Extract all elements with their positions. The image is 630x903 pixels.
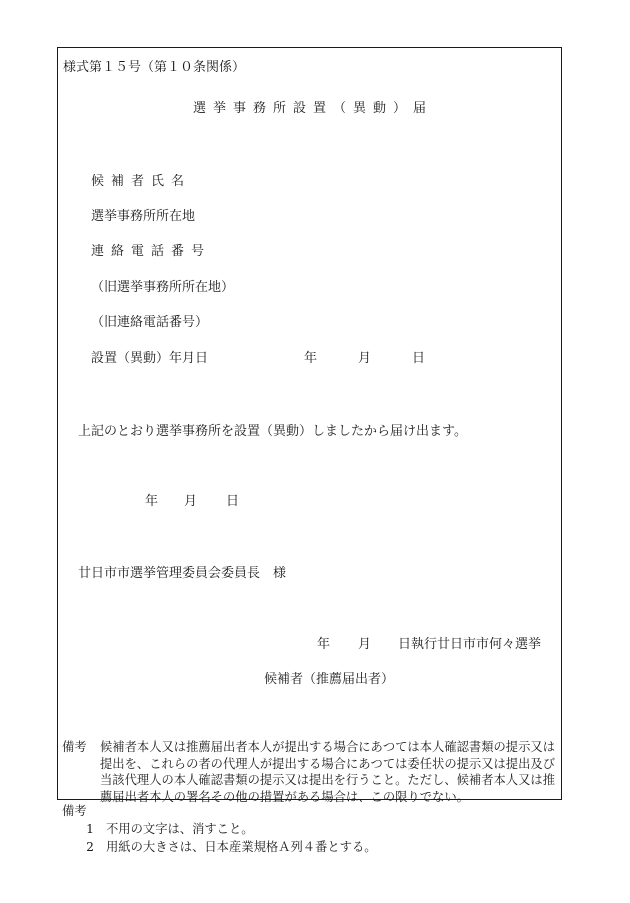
submit-month: 月: [184, 494, 198, 509]
phone-label: 連絡電話番号: [91, 244, 212, 259]
candidate-name-label: 候補者氏名: [91, 174, 192, 189]
form-title: 選挙事務所設置（異動）届: [193, 101, 434, 116]
addressee: 廿日市市選挙管理委員会委員長 様: [78, 566, 287, 581]
remarks-text: 候補者本人又は推薦届出者本人が提出する場合にあつては本人確認書類の提示又は提出を、これらの者の代理人が提出する場合にあつては委任状の提示又は提出及び当該代理人の本人確認書類の提示又は提出を行うこと。ただし、候補者本人又は推薦届出者本人の署名その他の措置がある場合は、この限りでない。: [100, 740, 555, 804]
remarks-label: 備考: [62, 740, 87, 754]
date-day: 日: [412, 351, 426, 366]
old-phone-label: （旧連絡電話番号）: [91, 315, 209, 330]
form-number: 様式第１５号（第１０条関係）: [63, 60, 246, 75]
remarks-box: [62, 739, 557, 805]
office-location-label: 選挙事務所所在地: [91, 209, 196, 224]
submit-year: 年: [145, 494, 159, 509]
election-name: 日執行廿日市市何々選挙: [398, 637, 542, 652]
footer-note-item: [62, 820, 377, 838]
date-year: 年: [304, 351, 318, 366]
statement-text: 上記のとおり選挙事務所を設置（異動）しましたから届け出ます。: [78, 424, 467, 439]
form-frame: [57, 47, 562, 804]
footer-note-text: 不用の文字は、消すこと。: [106, 822, 254, 836]
submit-day: 日: [226, 494, 240, 509]
footer-note-text: 用紙の大きさは、日本産業規格Ａ列４番とする。: [106, 840, 377, 854]
date-month: 月: [358, 351, 372, 366]
election-year: 年: [317, 637, 331, 652]
footer-notes: [62, 802, 377, 856]
election-month: 月: [358, 637, 372, 652]
footer-note-number: 1: [86, 822, 94, 836]
footer-note-item: [62, 838, 377, 856]
old-office-location-label: （旧選挙事務所所在地）: [91, 280, 235, 295]
date-label: 設置（異動）年月日: [91, 351, 209, 366]
signer-label: 候補者（推薦届出者）: [264, 672, 395, 687]
footer-notes-label: 備考: [62, 804, 87, 818]
footer-note-number: 2: [86, 840, 94, 854]
